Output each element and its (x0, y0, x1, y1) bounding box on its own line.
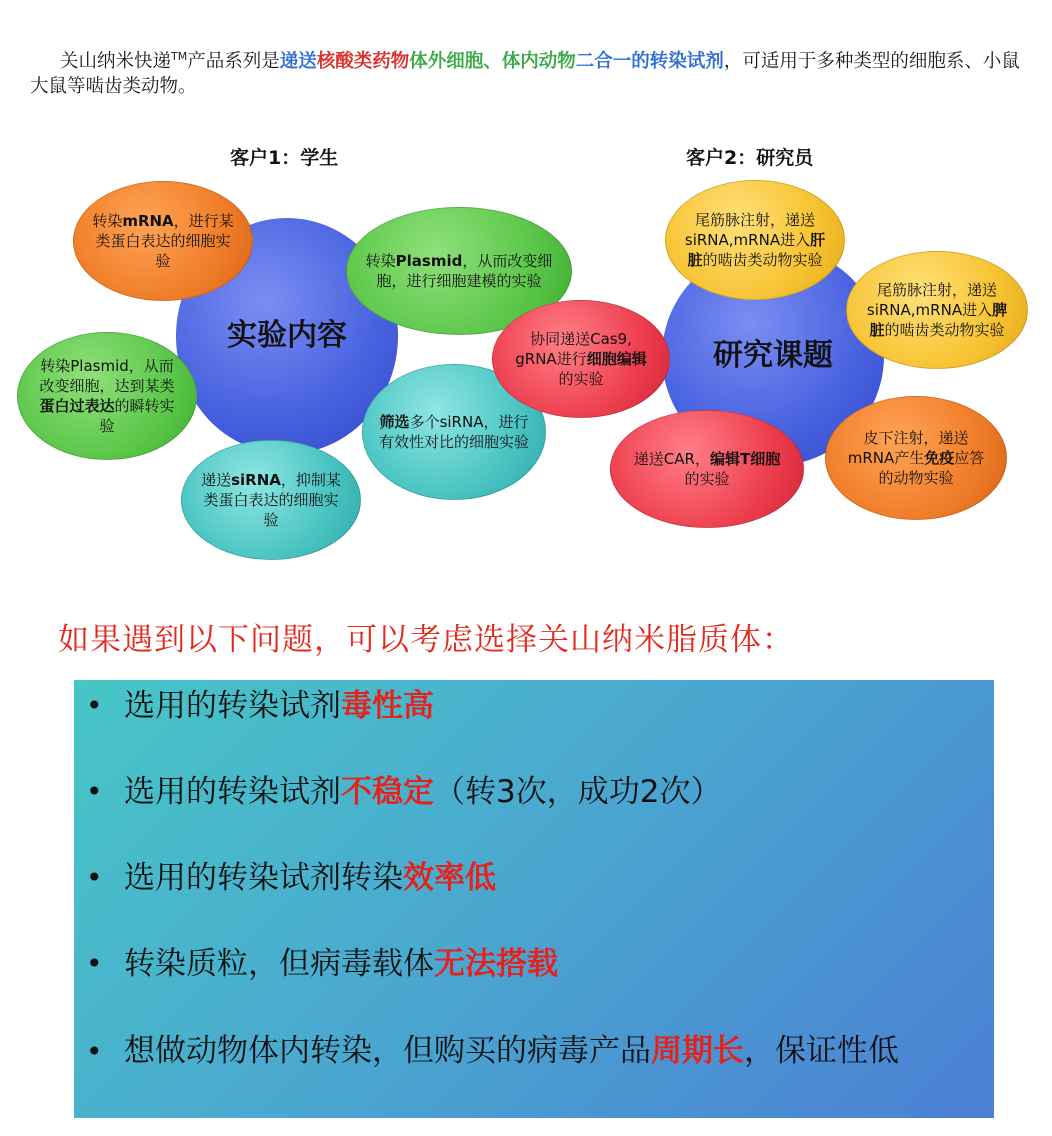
problems-list (74, 686, 994, 1073)
bubble-plasmid-overexpression (17, 332, 197, 460)
bubble-mrna-expression (73, 181, 253, 301)
bubble-cas9-editing-text: 协同递送Cas9, gRNA进行细胞编辑的实验 (515, 330, 647, 388)
bubble-immune-response (825, 396, 1007, 520)
bubble-immune-response-text: 皮下注射，递送mRNA产生免疫应答的动物实验 (847, 429, 985, 487)
hub-research-topics-label: 研究课题 (713, 338, 833, 373)
problem-item-toxicity: • 选用的转染试剂毒性高 (86, 688, 434, 724)
hub-experiment-content-label: 实验内容 (227, 318, 347, 353)
bullet-dot: • (86, 775, 103, 808)
intro-highlight-deliver: 递送 (279, 51, 317, 73)
intro-text-2: 产品系列是 (187, 51, 280, 73)
intro-highlight-nucleic: 核酸类药物 (316, 51, 410, 73)
question-heading: 如果遇到以下问题，可以考虑选择关山纳米脂质体： (58, 622, 794, 658)
bullet-dot: • (86, 947, 103, 980)
trademark-mark: TM (171, 50, 188, 63)
bullet-dot: • (86, 1035, 103, 1068)
problem-highlight: 周期长 (651, 1033, 744, 1069)
customer-1-title: 客户1：学生 (230, 147, 339, 169)
bullet-dot: • (86, 689, 103, 722)
bubble-sirna-inhibition (181, 440, 361, 560)
problems-panel (74, 680, 994, 1118)
bubble-car-t-editing (610, 410, 804, 528)
bubble-plasmid-modeling-text: 转染Plasmid，从而改变细胞，进行细胞建模的实验 (365, 252, 553, 290)
bubble-plasmid-overexpression-text: 转染Plasmid，从而改变细胞，达到某类蛋白过表达的瞬转实验 (39, 357, 175, 435)
problem-highlight: 无法搭载 (434, 946, 558, 982)
problem-highlight: 毒性高 (341, 688, 434, 724)
intro-text-1: 关山纳米快递 (60, 51, 172, 73)
bubble-spleen-delivery-text: 尾筋脉注射，递送siRNA,mRNA进入脾脏的啮齿类动物实验 (866, 281, 1008, 339)
intro-paragraph (30, 44, 1030, 99)
bubble-liver-delivery (665, 180, 845, 300)
intro-highlight-invitro-invivo: 体外细胞、体内动物 (409, 51, 576, 73)
bubble-spleen-delivery (846, 251, 1028, 369)
intro-text-3: ，可适用于多种类型的细胞系、小鼠大鼠等啮齿类动物。 (30, 51, 1020, 98)
bullet-dot: • (86, 861, 103, 894)
problem-item-long-cycle: • 想做动物体内转染，但购买的病毒产品周期长，保证性低 (74, 1030, 994, 1073)
intro-highlight-two-in-one: 二合一的转染试剂 (575, 51, 724, 73)
bubble-cas9-editing (492, 300, 670, 418)
bubble-mrna-expression-text: 转染mRNA，进行某类蛋白表达的细胞实验 (92, 212, 234, 270)
problem-item-unstable: • 选用的转染试剂不稳定（转3次，成功2次） (86, 774, 722, 810)
problem-highlight: 不稳定 (341, 774, 434, 810)
problem-item-viral-vector: • 转染质粒，但病毒载体无法搭载 (86, 946, 558, 982)
customer-2-title: 客户2：研究员 (686, 147, 814, 169)
bubble-car-t-editing-text: 递送CAR，编辑T细胞的实验 (633, 450, 781, 488)
bubble-sirna-screening-text: 筛选多个siRNA，进行有效性对比的细胞实验 (379, 413, 530, 451)
bubble-liver-delivery-text: 尾筋脉注射，递送siRNA,mRNA进入肝脏的啮齿类动物实验 (684, 211, 826, 269)
bubble-sirna-inhibition-text: 递送siRNA，抑制某类蛋白表达的细胞实验 (201, 471, 341, 529)
problem-item-low-efficiency: • 选用的转染试剂转染效率低 (86, 860, 496, 896)
problem-highlight: 效率低 (403, 860, 496, 896)
